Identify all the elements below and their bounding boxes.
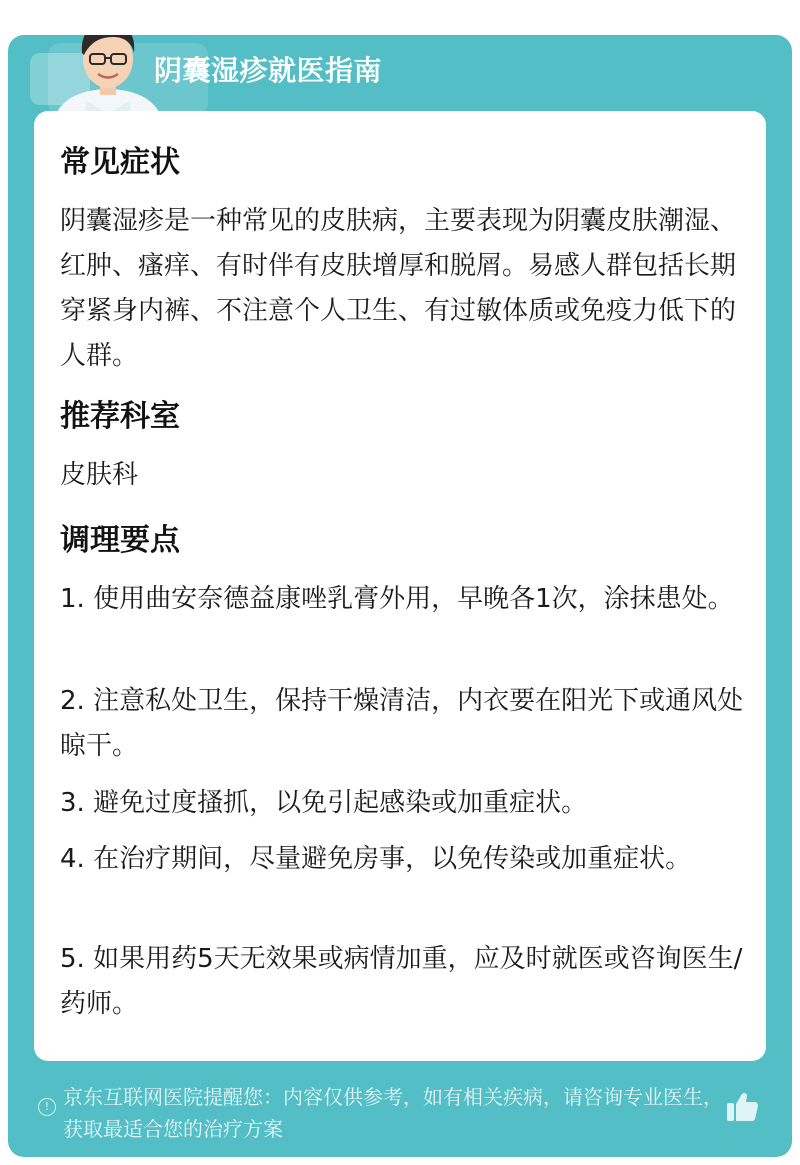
department-text: 皮肤科 [60, 460, 139, 490]
section-title-department: 推荐科室 [60, 399, 180, 434]
doctor-avatar [48, 35, 168, 119]
content-card [34, 111, 766, 1061]
symptoms-text: 阴囊湿疹是一种常见的皮肤病，主要表现为阴囊皮肤潮湿、红肿、瘙痒、有时伴有皮肤增厚和脱屑。易感人群包括长期穿紧身内裤、不注意个人卫生、有过敏体质或免疫力低下的人群。 [60, 206, 737, 371]
care-item-3: 3. 避免过度搔抓，以免引起感染或加重症状。 [60, 788, 588, 818]
disclaimer-text: 京东互联网医院提醒您：内容仅供参考，如有相关疾病，请咨询专业医生，获取最适合您的治疗方案 [63, 1085, 723, 1141]
care-item-1: 1. 使用曲安奈德益康唑乳膏外用，早晚各1次，涂抹患处。 [60, 584, 734, 614]
thumbs-up-icon[interactable] [724, 1089, 760, 1125]
info-icon: ! [38, 1098, 56, 1116]
care-item-2: 2. 注意私处卫生，保持干燥清洁，内衣要在阳光下或通风处晾干。 [60, 686, 744, 761]
section-title-symptoms: 常见症状 [60, 145, 180, 180]
care-item-4: 4. 在治疗期间，尽量避免房事，以免传染或加重症状。 [60, 844, 692, 874]
section-title-care: 调理要点 [60, 523, 180, 558]
page-title: 阴囊湿疹就医指南 [154, 54, 383, 87]
guide-panel [8, 35, 792, 1157]
care-item-5: 5. 如果用药5天无效果或病情加重，应及时就医或咨询医生/药师。 [60, 944, 743, 1019]
